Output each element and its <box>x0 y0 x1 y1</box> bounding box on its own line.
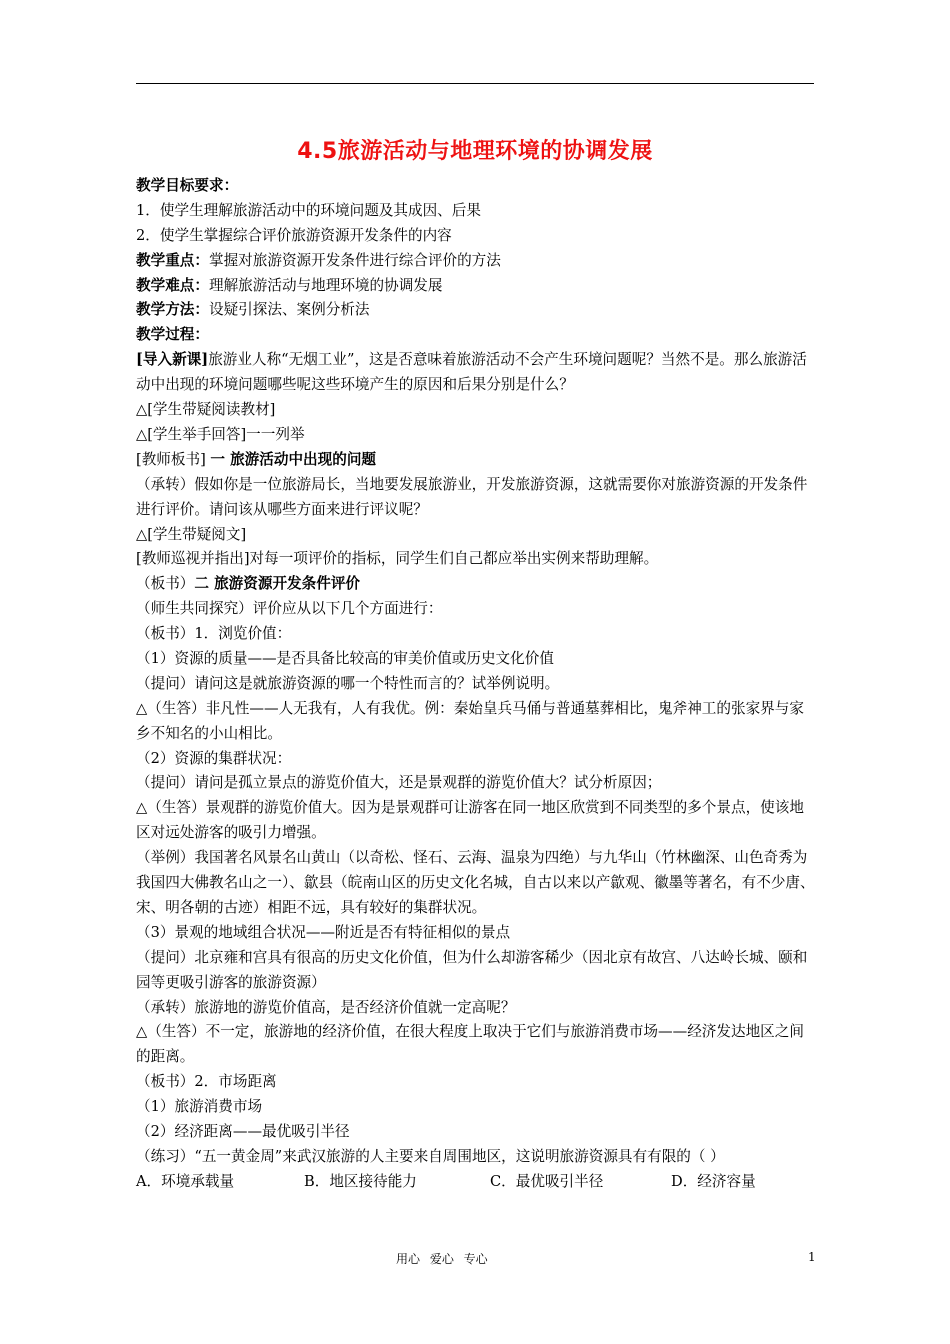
board-2-title: 二 旅游资源开发条件评价 <box>194 575 361 593</box>
option-d: D．经济容量 <box>671 1172 756 1190</box>
process-heading: 教学过程： <box>136 326 209 344</box>
student-read-2: △[学生带疑阅文] <box>136 525 247 543</box>
board-1-prefix: [教师板书] <box>136 450 206 468</box>
option-c: C．最优吸引半径 <box>490 1172 604 1190</box>
item-1: （1）资源的质量——是否具备比较高的审美价值或历史文化价值 <box>136 649 554 667</box>
example-paragraph: （举例）我国著名风景名山黄山（以奇松、怪石、云海、温泉为四绝）与九华山（竹林幽深、山色奇秀为我国四大佛教名山之一）、歙县（皖南山区的历史文化名城，自古以来以产歙观、徽墨等著名，有不少唐、宋、明各朝的古迹）相距不远，具有较好的集群状况。 <box>136 849 815 916</box>
intro-label: [导入新课] <box>136 351 209 369</box>
key-label: 教学重点： <box>136 251 209 269</box>
difficulty-text: 理解旅游活动与地理环境的协调发展 <box>208 276 443 294</box>
intro-paragraph <box>136 348 816 398</box>
intro-text: 旅游业人称“无烟工业”，这是否意味着旅游活动不会产生环境问题呢？当然不是。那么旅游活动中出现的环境问题哪些呢这些环境产生的原因和后果分别是什么？ <box>136 351 807 394</box>
document-body <box>136 174 816 1195</box>
objective-2: 2．使学生掌握综合评价旅游资源开发条件的内容 <box>136 226 452 244</box>
teacher-patrol: [教师巡视并指出]对每一项评价的指标，同学生们自己都应举出实例来帮助理解。 <box>136 550 659 568</box>
page-number: 1 <box>808 1250 816 1264</box>
objective-1: 1．使学生理解旅游活动中的环境问题及其成因、后果 <box>136 201 481 219</box>
footer-text: 用心 爱心 专心 <box>396 1252 488 1266</box>
item-3: （3）景观的地域组合状况——附近是否有特征相似的景点 <box>136 923 511 941</box>
board-2 <box>136 572 816 597</box>
board-2-prefix: （板书） <box>136 575 195 593</box>
board-4: （板书）2．市场距离 <box>136 1073 277 1091</box>
board-1-title: 一 旅游活动中出现的问题 <box>210 450 377 468</box>
question-2: （提问）请问是孤立景点的游览价值大，还是景观群的游览价值大？试分析原因； <box>136 774 662 792</box>
header-rule <box>136 83 814 84</box>
student-answer: △[学生举手回答]一一列举 <box>136 425 305 443</box>
method-text: 设疑引探法、案例分析法 <box>208 301 370 319</box>
question-1: （提问）请问这是就旅游资源的哪一个特性而言的？试举例说明。 <box>136 674 560 692</box>
answer-1: △（生答）非凡性——人无我有，人有我优。例：秦始皇兵马俑与普通墓葬相比，鬼斧神工的张家界与家乡不知名的小山相比。 <box>136 699 804 742</box>
explore-line: （师生共同探究）评价应从以下几个方面进行： <box>136 600 443 618</box>
document-title: 4.5旅游活动与地理环境的协调发展 <box>297 139 653 164</box>
method-label: 教学方法： <box>136 301 209 319</box>
market-2: （2）经济距离——最优吸引半径 <box>136 1123 350 1141</box>
board-1 <box>136 448 816 473</box>
method <box>136 298 816 323</box>
key-point <box>136 249 816 274</box>
difficulty-label: 教学难点： <box>136 276 209 294</box>
student-read: △[学生带疑阅读教材] <box>136 401 276 419</box>
transition-2: （承转）旅游地的游览价值高，是否经济价值就一定高呢？ <box>136 998 516 1016</box>
difficulty <box>136 274 816 299</box>
item-2: （2）资源的集群状况： <box>136 749 292 767</box>
answer-3: △（生答）不一定，旅游地的经济价值，在很大程度上取决于它们与旅游消费市场——经济发达地区之间的距离。 <box>136 1023 804 1066</box>
option-a: A．环境承载量 <box>136 1172 235 1190</box>
answer-2: △（生答）景观群的游览价值大。因为是景观群可让游客在同一地区欣赏到不同类型的多个景点，使该地区对远处游客的吸引力增强。 <box>136 799 804 842</box>
transition-1: （承转）假如你是一位旅游局长，当地要发展旅游业，开发旅游资源，这就需要你对旅游资源的开发条件进行评价。请问该从哪些方面来进行评议呢？ <box>136 475 808 518</box>
market-1: （1）旅游消费市场 <box>136 1098 263 1116</box>
board-3: （板书）1．浏览价值： <box>136 625 292 643</box>
exercise-question: （练习）“五一黄金周”来武汉旅游的人主要来自周围地区，这说明旅游资源具有有限的（ ） <box>136 1147 725 1165</box>
objectives-heading: 教学目标要求： <box>136 177 239 194</box>
question-3: （提问）北京雍和宫具有很高的历史文化价值，但为什么却游客稀少（因北京有故宫、八达岭长城、颐和园等更吸引游客的旅游资源） <box>136 948 808 991</box>
key-text: 掌握对旅游资源开发条件进行综合评价的方法 <box>208 251 501 269</box>
option-b: B．地区接待能力 <box>304 1172 417 1190</box>
exercise-options <box>136 1170 816 1195</box>
